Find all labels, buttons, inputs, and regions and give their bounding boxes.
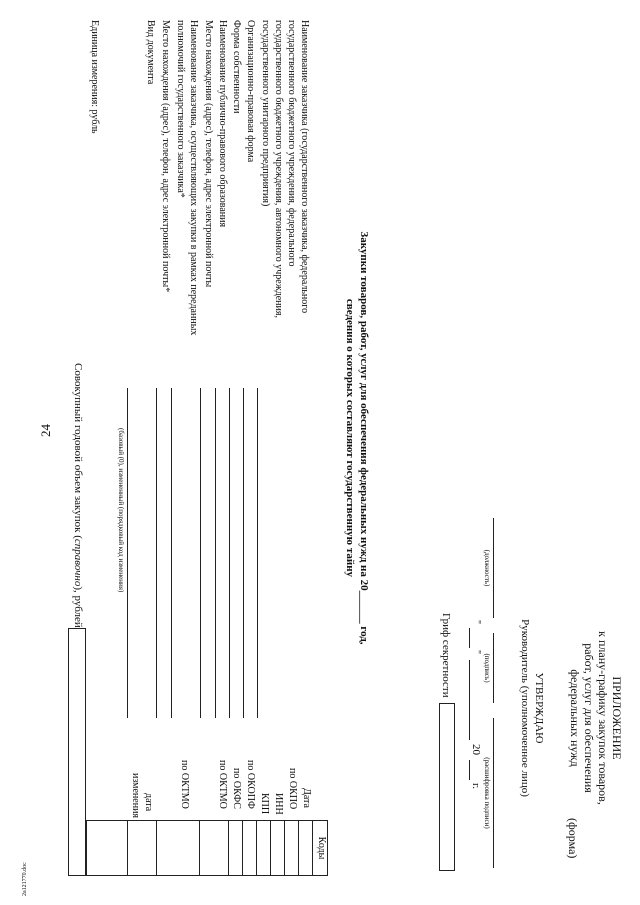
fill-line-6 — [171, 388, 172, 718]
appendix-title: ПРИЛОЖЕНИЕ — [610, 676, 624, 760]
code-cell-inn — [270, 820, 285, 876]
appendix-line-2: к плану-графику закупок товаров, — [596, 631, 610, 805]
row-label-1: Наименование заказчика (государственного заказчика, федерального — [299, 20, 310, 314]
secrecy-label: Гриф секретности — [440, 613, 452, 698]
label-change-date-2: изменения — [130, 773, 141, 819]
label-oktmo: по ОКТМО — [217, 760, 228, 809]
row-label-10: полномочий государственного заказчика* — [175, 20, 186, 198]
label-oktmo-2: по ОКТМО — [179, 760, 190, 809]
fill-line-8 — [127, 388, 128, 718]
row-label-2: государственного бюджетного учреждения, федерального — [286, 20, 297, 267]
approve-head: Руководитель (уполномоченное лицо) — [519, 619, 531, 797]
code-cell-oktmo-2 — [156, 820, 200, 876]
year-prefix: 20 — [470, 744, 482, 755]
row-label-9: Наименование заказчика, осуществляющих закупки в рамках переданных — [188, 20, 199, 336]
label-okfs: по ОКФС — [231, 768, 242, 809]
year-suffix: г. — [470, 783, 482, 790]
label-change-date-1: дата — [143, 793, 154, 812]
code-cell-oktmo — [199, 820, 229, 876]
fill-line-5 — [200, 388, 201, 718]
codes-header: Коды — [316, 836, 327, 860]
total-volume-box — [68, 628, 86, 876]
row-label-8: Место нахождения (адрес), телефон, адрес электронной почты — [203, 20, 214, 288]
month-line — [469, 660, 470, 740]
day-line — [469, 628, 470, 648]
total-volume-label: Совокупный годовой объем закупок (справочно), рублей — [72, 363, 84, 628]
heading-line-1: Закупки товаров, работ, услуг для обеспечения федеральных нужд на 20______ год, — [358, 231, 370, 645]
position-line — [493, 518, 494, 618]
secrecy-box — [439, 703, 455, 871]
code-cell-okopf — [242, 820, 257, 876]
fill-line-7 — [156, 388, 157, 718]
rotated-form-sheet — [12, 8, 632, 888]
codes-header-cell — [312, 820, 328, 876]
document-id: 2a121770.doc — [22, 862, 28, 896]
code-cell-okpo — [284, 820, 299, 876]
heading-line-2: сведения о которых составляют государственную тайну — [344, 298, 356, 578]
fill-line-1 — [257, 388, 258, 718]
label-okpo: по ОКПО — [287, 768, 298, 810]
row-label-12: Вид документа — [145, 20, 156, 85]
page-number: 24 — [38, 424, 53, 437]
appendix-line-3: работ, услуг для обеспечения — [582, 643, 596, 793]
row-label-7: Наименование публично-правового образования — [217, 20, 228, 228]
row-label-3: государственного бюджетного учреждения, автономного учреждения, — [273, 20, 284, 318]
date-open-quote: " — [471, 620, 482, 625]
fill-line-2 — [243, 388, 244, 718]
code-cell-okfs — [228, 820, 243, 876]
decode-line — [493, 718, 494, 868]
date-close-quote: " — [471, 650, 482, 655]
row-label-6: Форма собственности — [231, 20, 242, 114]
label-inn: ИНН — [273, 793, 284, 815]
code-cell-kpp — [256, 820, 271, 876]
position-label: (должность) — [483, 549, 491, 587]
year-line — [469, 760, 470, 780]
appendix-line-4: федеральных нужд — [568, 669, 582, 767]
row-label-4: государственного унитарного предприятия) — [260, 20, 271, 207]
fill-line-3 — [229, 388, 230, 718]
signature-line — [493, 633, 494, 703]
row-label-5: Организационно-правовая форма — [245, 20, 256, 163]
row-label-11: Место нахождения (адрес), телефон, адрес электронной почты* — [160, 20, 171, 293]
signature-label: (подпись) — [483, 653, 491, 683]
code-cell-date — [298, 820, 313, 876]
label-kpp: КПП — [259, 793, 270, 815]
decode-label: (расшифровка подписи) — [483, 757, 491, 829]
form-label: (форма) — [566, 818, 580, 859]
code-cell-change-date — [127, 820, 157, 876]
label-date: Дата — [301, 788, 312, 808]
label-okopf: по ОКОПФ — [245, 760, 256, 809]
fill-line-4 — [215, 388, 216, 718]
unit-label: Единица измерения: рубль — [89, 20, 100, 134]
approve-title: УТВЕРЖДАЮ — [533, 672, 545, 744]
change-code-note: (базовый (0), измененный (порядковый код изменения) — [117, 428, 125, 593]
code-cell-empty — [86, 820, 128, 876]
